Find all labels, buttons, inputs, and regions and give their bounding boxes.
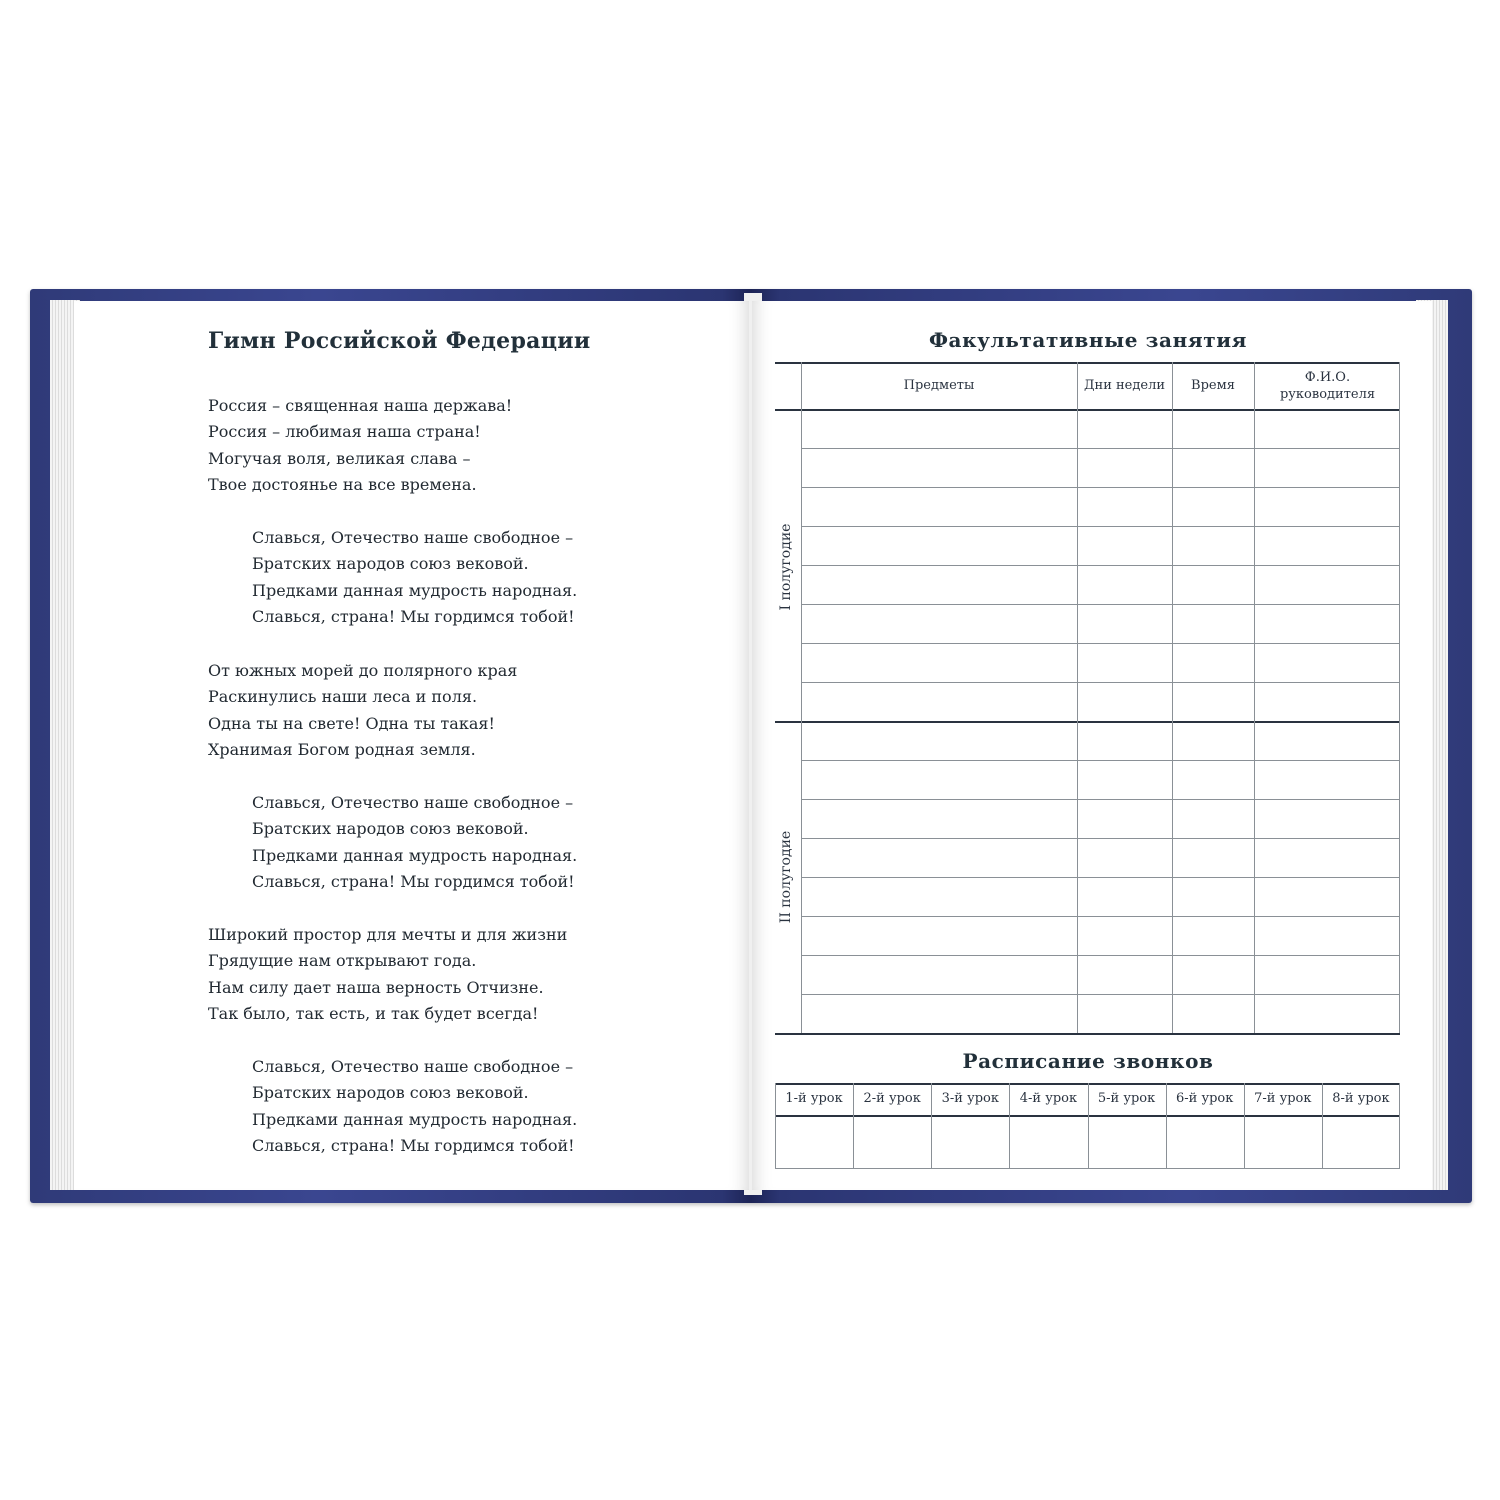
anthem-line: Славься, страна! Мы гордимся тобой! — [252, 1136, 575, 1156]
lesson-header: 3-й урок — [941, 1091, 999, 1106]
lesson-header: 4-й урок — [1019, 1091, 1078, 1106]
table-row-line — [801, 565, 1400, 566]
anthem-verse-3 — [208, 922, 567, 1028]
anthem-line: Братских народов союз вековой. — [252, 554, 529, 574]
anthem-line: Братских народов союз вековой. — [252, 1083, 529, 1103]
table-row-line — [801, 487, 1400, 488]
period-label-first-half: I полугодие — [778, 523, 794, 611]
column-header-teacher: Ф.И.О. руководителя — [1279, 369, 1376, 402]
table-row-line — [801, 448, 1400, 449]
table-right-border — [1399, 362, 1400, 1033]
table-row-line — [801, 994, 1400, 995]
anthem-line: Широкий простор для мечты и для жизни — [208, 925, 568, 944]
anthem-line: Предками данная мудрость народная. — [252, 1109, 578, 1129]
anthem-title: Гимн Российской Федерации — [208, 328, 591, 354]
anthem-line: Предками данная мудрость народная. — [252, 580, 578, 600]
table-row-line — [801, 604, 1400, 605]
lesson-header: 6-й урок — [1175, 1091, 1234, 1106]
lesson-header: 8-й урок — [1332, 1091, 1390, 1106]
anthem-line: Славься, Отечество наше свободное – — [252, 528, 574, 547]
table-row-line — [801, 877, 1400, 878]
bell-schedule-table — [775, 1083, 1400, 1169]
table-header-border — [775, 409, 1400, 411]
table-row-line — [801, 682, 1400, 683]
table-row-line — [801, 916, 1400, 917]
table-column-line — [801, 362, 802, 1033]
bell-schedule-title: Расписание звонков — [962, 1049, 1214, 1073]
column-header-days: Дни недели — [1083, 378, 1165, 393]
anthem-line: Славься, страна! Мы гордимся тобой! — [252, 607, 575, 627]
table-column-line — [1077, 362, 1078, 1033]
period-separator — [775, 721, 1400, 723]
anthem-line: Славься, Отечество наше свободное – — [252, 1057, 574, 1076]
period-separator — [775, 1033, 1400, 1035]
anthem-line: Хранимая Богом родная земля. — [208, 740, 476, 760]
table-column-line — [1254, 362, 1255, 1033]
lesson-header: 1-й урок — [785, 1091, 843, 1106]
anthem-chorus-3 — [252, 1054, 577, 1160]
anthem-verse-1 — [208, 393, 512, 499]
column-header-time: Время — [1191, 378, 1235, 393]
period-label-second-half: II полугодие — [778, 830, 794, 924]
anthem-verse-2 — [208, 658, 517, 764]
anthem-line: Россия – священная наша держава! — [208, 396, 513, 415]
anthem-line: От южных морей до полярного края — [208, 661, 518, 680]
lesson-header: 5-й урок — [1097, 1091, 1156, 1106]
table-column-line — [1172, 362, 1173, 1033]
anthem-line: Братских народов союз вековой. — [252, 819, 529, 839]
table-row-line — [801, 526, 1400, 527]
anthem-chorus-2 — [252, 790, 577, 896]
table-row-line — [801, 955, 1400, 956]
anthem-line: Так было, так есть, и так будет всегда! — [208, 1004, 539, 1024]
column-header-subjects: Предметы — [903, 378, 975, 393]
lesson-header: 7-й урок — [1254, 1091, 1312, 1106]
anthem-line: Предками данная мудрость народная. — [252, 845, 578, 865]
electives-title: Факультативные занятия — [928, 328, 1248, 352]
table-row-line — [801, 760, 1400, 761]
anthem-line: Могучая воля, великая слава – — [208, 448, 471, 468]
table-row-line — [801, 643, 1400, 644]
table-row-line — [801, 838, 1400, 839]
anthem-line: Раскинулись наши леса и поля. — [208, 687, 478, 707]
anthem-line: Россия – любимая наша страна! — [208, 422, 481, 442]
anthem-chorus-1 — [252, 525, 577, 631]
electives-table — [775, 362, 1400, 1032]
anthem-line: Одна ты на свете! Одна ты такая! — [208, 713, 495, 733]
lesson-header: 2-й урок — [863, 1091, 921, 1106]
table-row-line — [801, 799, 1400, 800]
anthem-line: Славься, страна! Мы гордимся тобой! — [252, 872, 575, 892]
anthem-line: Грядущие нам открывают года. — [208, 951, 477, 971]
anthem-line: Нам силу дает наша верность Отчизне. — [208, 977, 544, 997]
anthem-line: Твое достоянье на все времена. — [208, 475, 477, 495]
table-top-border — [775, 362, 1400, 364]
anthem-line: Славься, Отечество наше свободное – — [252, 793, 574, 812]
